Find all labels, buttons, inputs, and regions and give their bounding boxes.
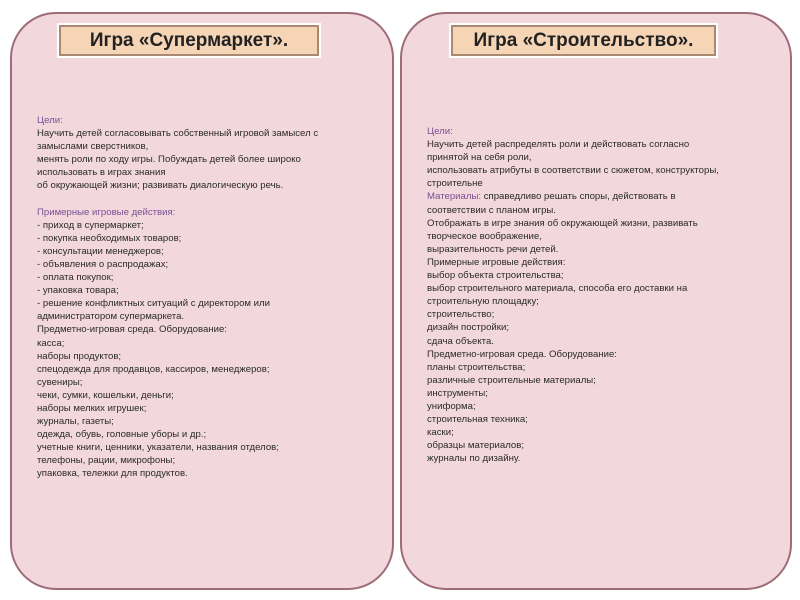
construction-materials-line: Отображать в игре знания об окружающей жизни, развивать [427, 217, 698, 229]
supermarket-environment-item: журналы, газеты; [37, 416, 114, 428]
construction-environment-item: различные строительные материалы; [427, 374, 596, 386]
construction-environment-item: униформа; [427, 400, 476, 412]
construction-action-item: строительство; [427, 309, 495, 321]
construction-action-item: выбор строительного материала, способа его доставки на [427, 283, 688, 295]
construction-environment-item: журналы по дизайну. [427, 453, 521, 465]
construction-goals-line: использовать атрибуты в соответствии с сюжетом, конструкторы, [427, 165, 719, 177]
construction-goals-line: Научить детей распределять роли и действовать согласно [427, 139, 690, 151]
construction-action-item: сдача объекта. [427, 335, 494, 347]
supermarket-environment-item: упаковка, тележки для продуктов. [37, 468, 188, 480]
supermarket-environment-item: наборы продуктов; [37, 350, 122, 362]
supermarket-action-item: - покупка необходимых товаров; [37, 232, 182, 244]
supermarket-environment-item: касса; [37, 337, 65, 349]
spacer [37, 193, 377, 206]
construction-action-item: выбор объекта строительства; [427, 270, 564, 282]
supermarket-environment-item: сувениры; [37, 376, 83, 388]
construction-materials-text: справедливо решать споры, действовать в [483, 191, 676, 203]
construction-materials-line [427, 190, 777, 203]
supermarket-goals-line: об окружающей жизни; развивать диалогическую речь. [37, 180, 284, 192]
supermarket-environment-item: телефоны, рации, микрофоны; [37, 455, 176, 467]
supermarket-environment-item: учетные книги, ценники, указатели, названия отделов; [37, 442, 279, 454]
supermarket-action-item: администратором супермаркета. [37, 311, 185, 323]
supermarket-title: Игра «Супермаркет». [59, 25, 319, 56]
construction-action-item: дизайн постройки; [427, 322, 509, 334]
construction-materials-heading: Материалы: [427, 191, 484, 203]
supermarket-action-item: - консультации менеджеров; [37, 245, 164, 257]
supermarket-environment-item: спецодежда для продавцов, кассиров, менеджеров; [37, 363, 270, 375]
supermarket-goals-line: Научить детей согласовывать собственный игровой замысел с [37, 128, 319, 140]
construction-environment-item: образцы материалов; [427, 440, 525, 452]
construction-materials-line: творческое воображение, [427, 230, 542, 242]
construction-environment-item: инструменты; [427, 387, 488, 399]
construction-content [427, 125, 777, 465]
supermarket-environment-item: Предметно-игровая среда. Оборудование: [37, 324, 227, 336]
construction-goals-heading: Цели: [427, 126, 453, 137]
supermarket-goals-line: замыслами сверстников, [37, 141, 149, 153]
supermarket-action-item: - оплата покупок; [37, 272, 114, 284]
construction-environment-item: Предметно-игровая среда. Оборудование: [427, 348, 617, 360]
construction-environment-item: планы строительства; [427, 361, 526, 373]
supermarket-environment-item: наборы мелких игрушек; [37, 402, 147, 414]
supermarket-action-item: - объявления о распродажах; [37, 258, 169, 270]
supermarket-environment-item: чеки, сумки, кошельки, деньги; [37, 389, 174, 401]
supermarket-content [37, 114, 377, 481]
construction-goals-line: строительне [427, 178, 483, 190]
construction-environment-item: строительная техника; [427, 414, 528, 426]
supermarket-action-item: - решение конфликтных ситуаций с директором или [37, 298, 270, 310]
construction-materials-line: соответствии с планом игры. [427, 204, 556, 216]
supermarket-action-item: - приход в супермаркет; [37, 219, 144, 231]
construction-environment-item: каски; [427, 427, 454, 439]
construction-materials-line: выразительность речи детей. [427, 243, 559, 255]
construction-action-item: строительную площадку; [427, 296, 539, 308]
supermarket-environment-item: одежда, обувь, головные уборы и др.; [37, 429, 207, 441]
construction-title: Игра «Строительство». [451, 25, 716, 56]
supermarket-actions-heading: Примерные игровые действия: [37, 206, 176, 218]
construction-goals-line: принятой на себя роли, [427, 152, 532, 164]
supermarket-goals-heading: Цели: [37, 115, 63, 126]
supermarket-goals-line: менять роли по ходу игры. Побуждать детей более широко [37, 154, 301, 166]
construction-action-item: Примерные игровые действия: [427, 256, 566, 268]
supermarket-action-item: - упаковка товара; [37, 285, 119, 297]
supermarket-goals-line: использовать в играх знания [37, 167, 166, 179]
